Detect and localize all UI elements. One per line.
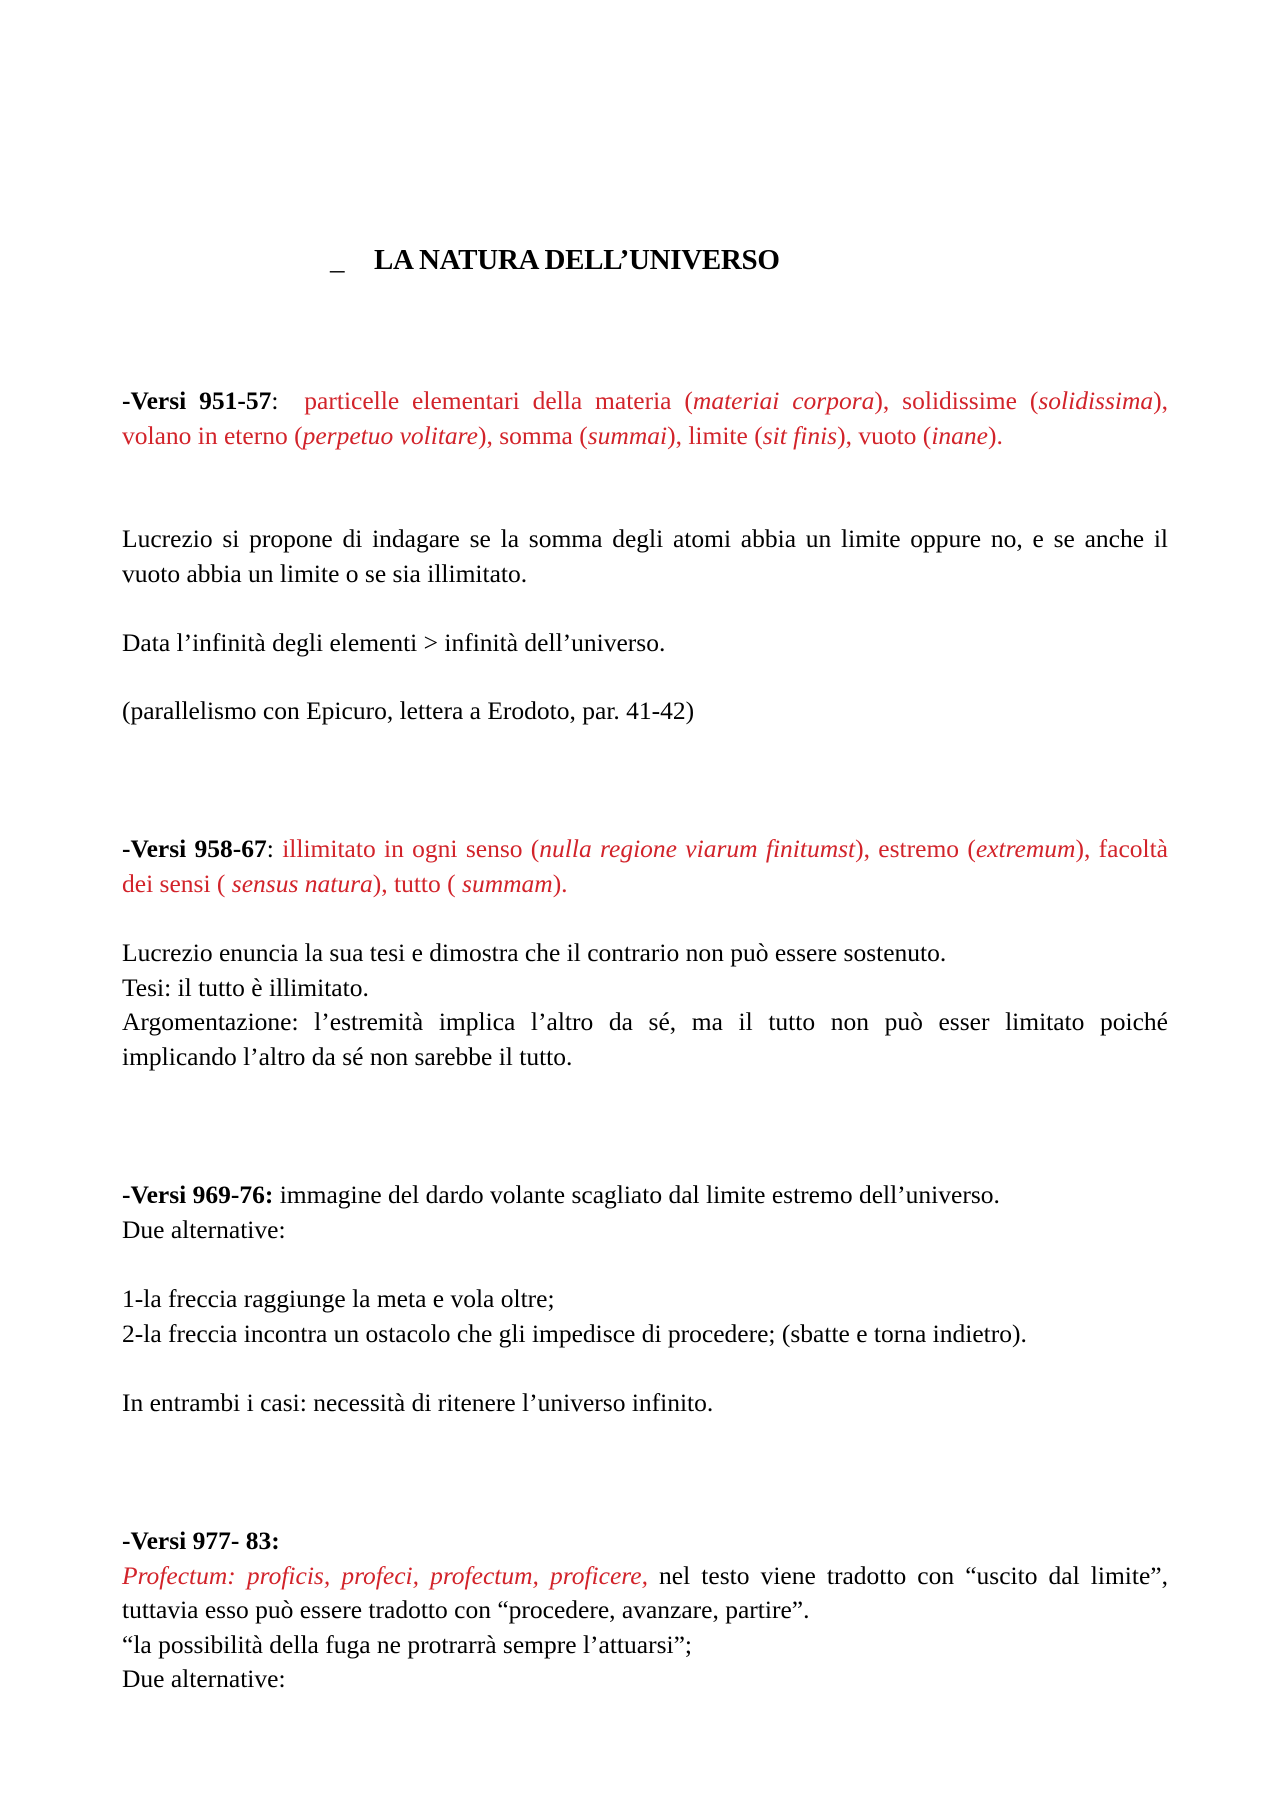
text-span: ), volano in eterno ( [122, 386, 1169, 450]
latin-term: materiai corpora [692, 386, 875, 415]
text-span: ), tutto ( [372, 868, 463, 898]
section-4-heading: -Versi 977- 83: [122, 1526, 280, 1555]
section-2-paragraph-2 [122, 936, 1168, 1074]
section-versi-969-76 [122, 1178, 1168, 1247]
section-2-annotation [122, 834, 1168, 898]
list-item: 2-la freccia incontra un ostacolo che gli impedisce di procedere; (sbatte e torna indietro). [122, 1318, 1027, 1348]
text-span: particelle elementari della materia ( [304, 386, 693, 415]
latin-term: solidissima [1038, 386, 1154, 415]
section-2-heading: -Versi 958-67 [122, 834, 267, 863]
list-item: 1-la freccia raggiunge la meta e vola oltre; [122, 1284, 555, 1313]
latin-term: summam [462, 868, 553, 898]
title-dash: _ [330, 244, 345, 276]
section-versi-951-57 [122, 384, 1168, 453]
section-3-paragraph-1 [122, 1178, 1168, 1247]
latin-term: summai [587, 420, 668, 450]
text-span: immagine del dardo volante scagliato dal limite estremo dell’universo. [273, 1180, 1000, 1209]
paragraph-text: In entrambi i casi: necessità di ritenere l’universo infinito. [122, 1388, 714, 1417]
text-span: illimitato in ogni senso ( [282, 834, 540, 863]
text-span: ), facoltà dei sensi ( [122, 834, 1169, 898]
text-line: Tesi: il tutto è illimitato. [122, 972, 369, 1002]
section-1-heading: -Versi 951-57 [122, 386, 272, 415]
section-1-paragraph-2 [122, 522, 1168, 591]
text-line: Due alternative: [122, 1214, 286, 1244]
latin-term: sit finis [762, 420, 838, 450]
latin-term: nulla regione viarum finitumst [539, 834, 856, 863]
text-span: ), limite ( [667, 420, 763, 450]
section-1-paragraph-1 [122, 384, 1168, 453]
text-line [122, 1559, 1168, 1628]
text-span: ), somma ( [477, 420, 588, 450]
section-2-paragraph-1 [122, 832, 1168, 901]
section-1-colon: : [271, 386, 279, 415]
text-line: “la possibilità della fuga ne protrarrà sempre l’attuarsi”; [122, 1629, 692, 1659]
latin-term: Profectum: proficis, profeci, profectum, proficere, [122, 1560, 648, 1590]
text-span: nel testo viene tradotto con “uscito dal limite”, tuttavia esso può essere tradotto con “procedere, avanzare, partire”. [122, 1560, 1168, 1624]
section-4-paragraph-1 [122, 1524, 1168, 1697]
paragraph-text: Lucrezio si propone di indagare se la somma degli atomi abbia un limite oppure no, e se anche il vuoto abbia un limite o se sia illimitato. [122, 524, 1168, 588]
alternatives-list [122, 1282, 1168, 1351]
section-versi-958-67 [122, 832, 1168, 901]
text-line [122, 1178, 1168, 1213]
section-versi-977-83 [122, 1524, 1168, 1697]
latin-term: extremum [975, 834, 1076, 863]
section-2-colon: : [266, 834, 274, 863]
paragraph-text: Data l’infinità degli elementi > infinità dell’universo. [122, 628, 666, 657]
section-1-annotation [122, 386, 1168, 450]
latin-term: inane [931, 420, 988, 450]
text-span: ). [552, 868, 568, 898]
document-title [330, 240, 780, 280]
text-line: Lucrezio enuncia la sua tesi e dimostra che il contrario non può essere sostenuto. [122, 938, 947, 967]
section-2-body [122, 936, 1168, 1074]
text-span: ), solidissime ( [874, 386, 1039, 415]
text-span: ), vuoto ( [837, 420, 932, 450]
paragraph-text: (parallelismo con Epicuro, lettera a Erodoto, par. 41-42) [122, 696, 695, 725]
section-3-alternatives [122, 1282, 1168, 1351]
text-span: ), estremo ( [855, 834, 976, 863]
section-3-heading: -Versi 969-76: [122, 1180, 274, 1209]
latin-term: sensus natura [231, 868, 373, 898]
text-span: ). [987, 420, 1003, 450]
latin-term: perpetuo volitare [302, 420, 478, 450]
section-1-paragraph-3 [122, 626, 1168, 661]
section-3-paragraph-3 [122, 1386, 1168, 1421]
text-line: Due alternative: [122, 1664, 286, 1693]
text-line: Argomentazione: l’estremità implica l’altro da sé, ma il tutto non può esser limitato poiché implicando l’altro da sé non sarebbe il tutto. [122, 1007, 1168, 1071]
section-1-paragraph-4 [122, 694, 1168, 729]
title-text: LA NATURA DELL’UNIVERSO [374, 244, 780, 276]
